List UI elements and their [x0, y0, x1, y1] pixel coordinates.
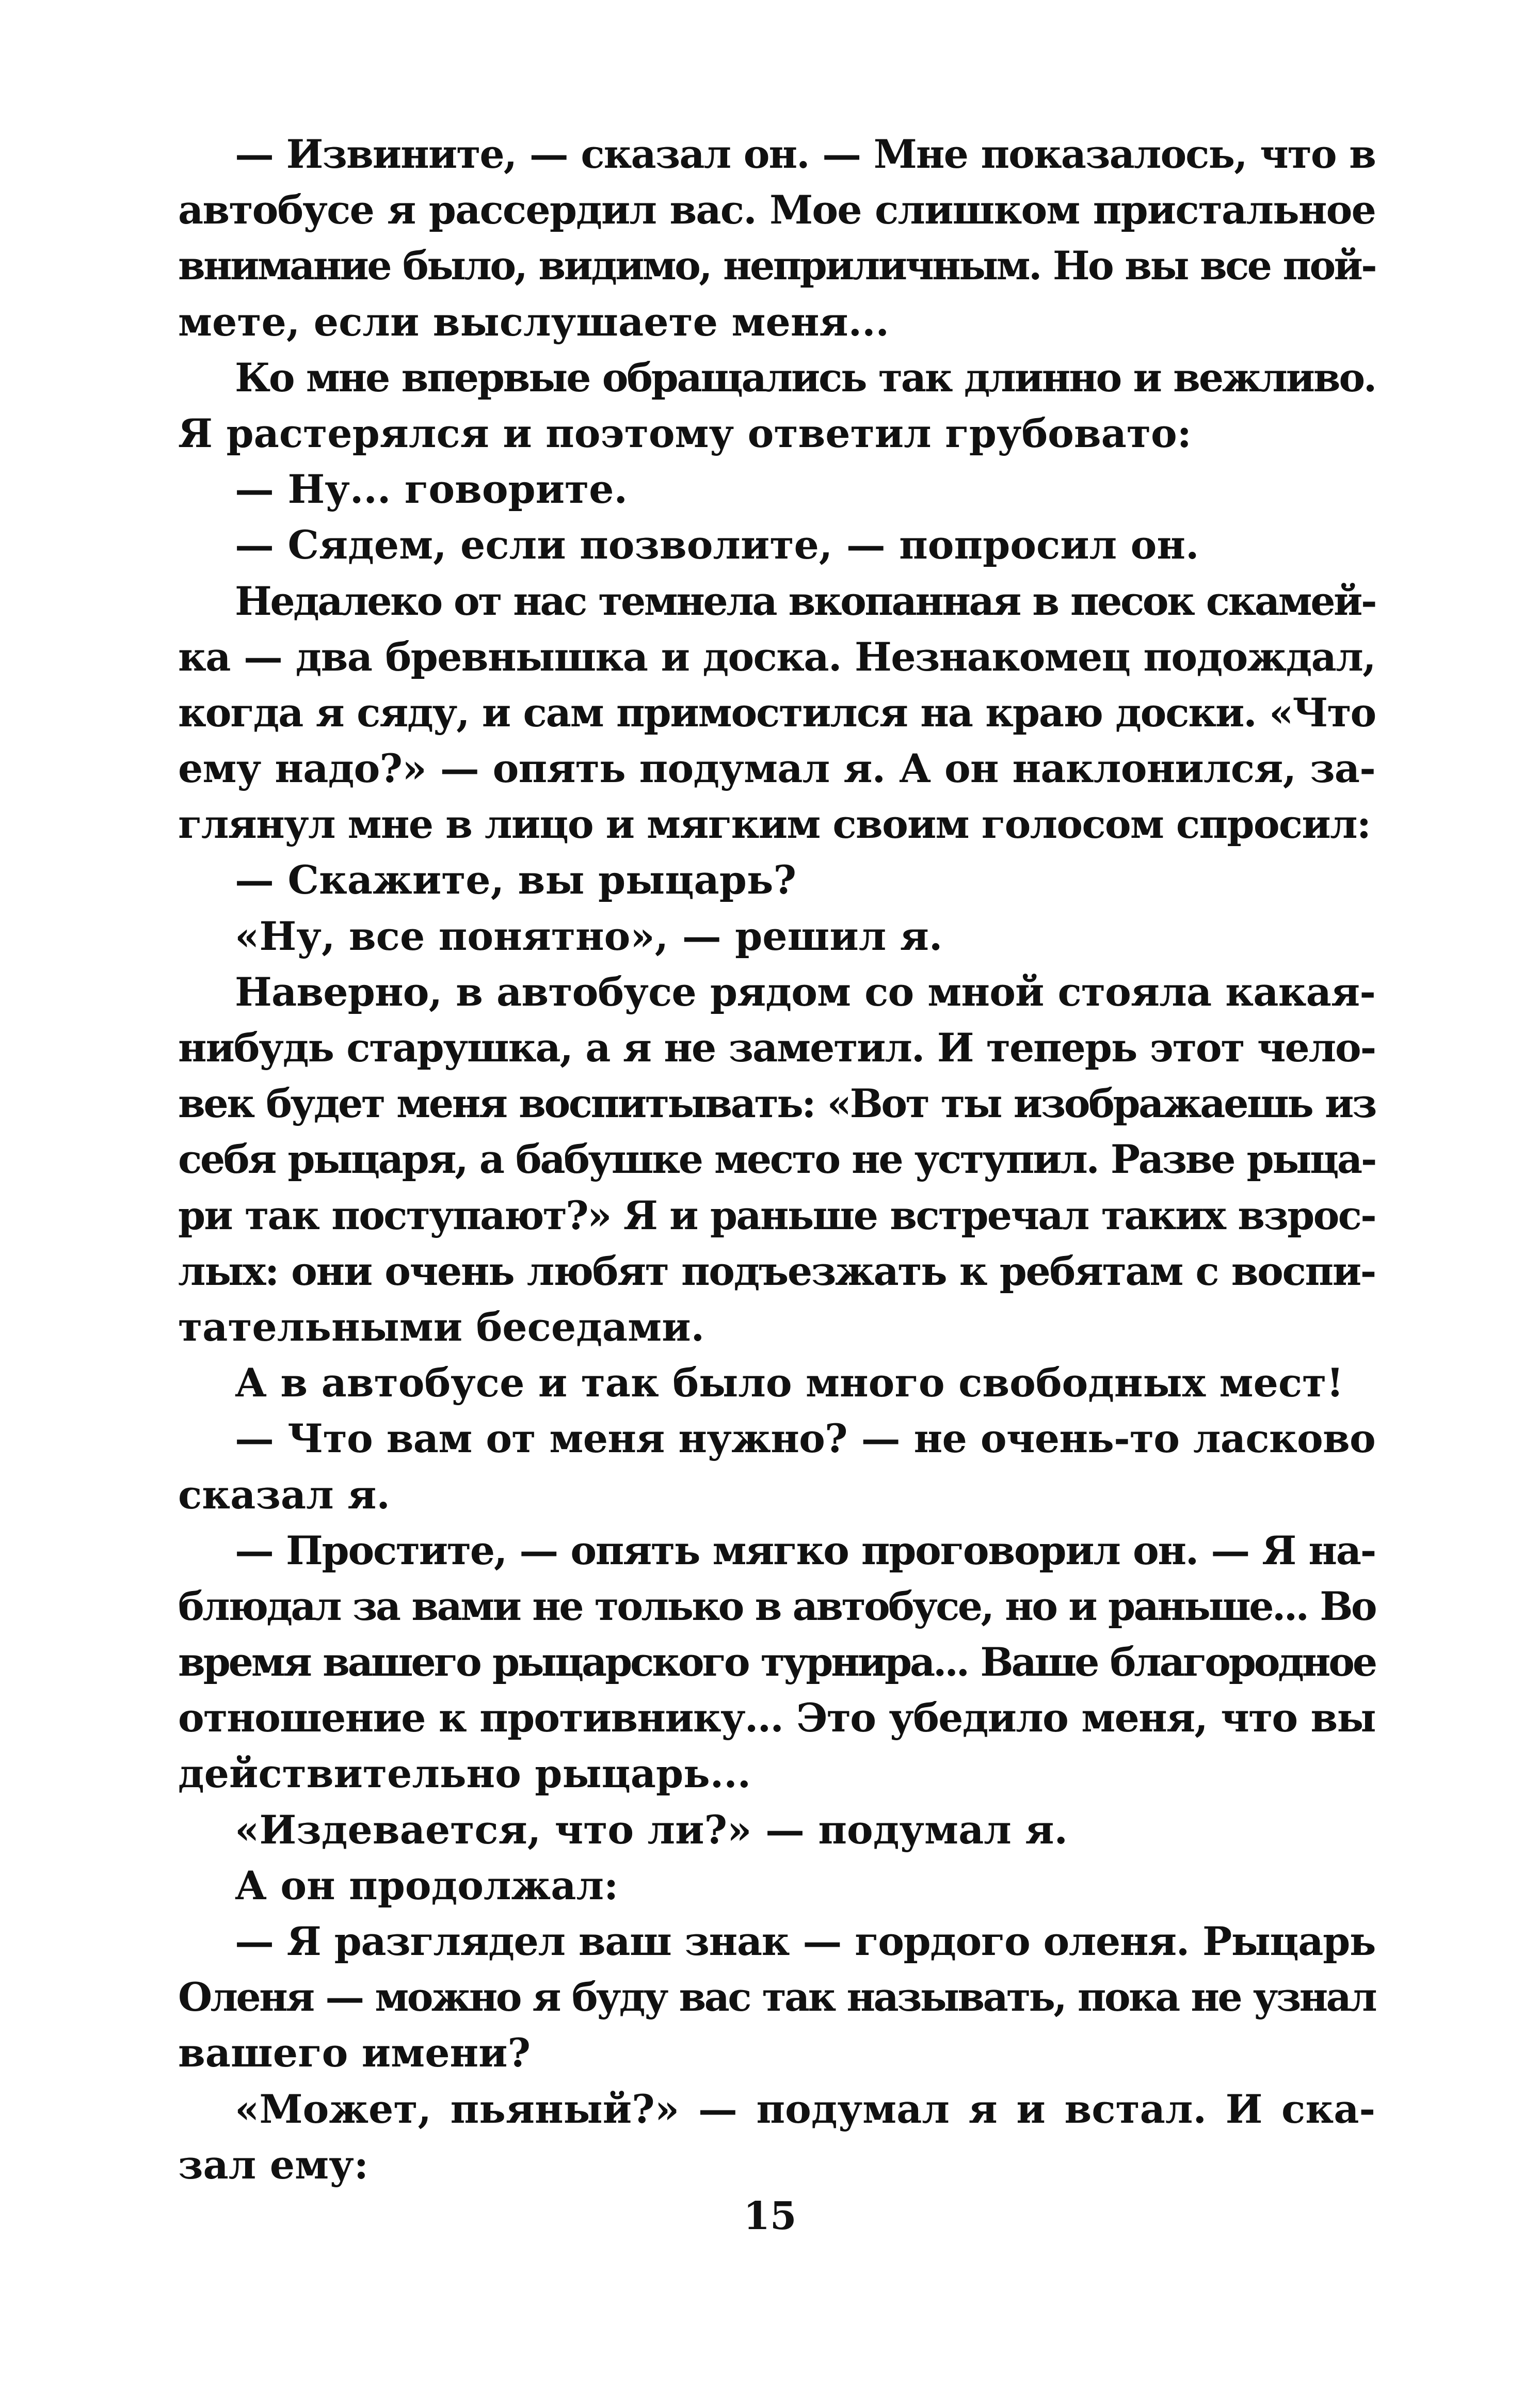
text-line: А в автобусе и так было много свободных мест! [235, 1360, 1344, 1406]
text-line: когда я сяду, и сам примостился на краю доски. «Что [178, 689, 1375, 736]
text-line: блюдал за вами не только в автобусе, но и раньше... Во [178, 1583, 1375, 1629]
text-line: Я растерялся и поэтому ответил грубовато: [178, 410, 1192, 456]
text-line: отношение к противнику... Это убедило меня, что вы [178, 1695, 1375, 1741]
text-line: — Извините, — сказал он. — Мне показалось, что в [235, 131, 1375, 177]
text-line: А он продолжал: [235, 1862, 619, 1909]
text-line: тательными беседами. [178, 1303, 705, 1350]
text-line: — Я разглядел ваш знак — гордого оленя. Рыцарь [235, 1918, 1375, 1964]
text-line: — Что вам от меня нужно? — не очень-то ласково [235, 1416, 1375, 1462]
text-line: лых: они очень любят подъезжать к ребятам с воспи- [178, 1248, 1375, 1294]
text-line: «Может, пьяный?» — подумал я и встал. И ска- [235, 2086, 1375, 2132]
text-line: «Ну, все понятно», — решил я. [235, 913, 943, 959]
text-line: — Сядем, если позволите, — попросил он. [235, 522, 1199, 568]
text-line: мете, если выслушаете меня... [178, 298, 889, 345]
text-line: Оленя — можно я буду вас так называть, пока не узнал [178, 1974, 1375, 2021]
text-line: ему надо?» — опять подумал я. А он наклонился, за- [178, 745, 1375, 792]
text-line: действительно рыцарь... [178, 1751, 751, 1797]
text-line: Недалеко от нас темнела вкопанная в песок скамей- [235, 578, 1375, 624]
text-line: нибудь старушка, а я не заметил. И теперь этот чело- [178, 1025, 1375, 1071]
text-line: сказал я. [178, 1471, 390, 1518]
page-number: 15 [743, 2194, 797, 2238]
text-line: автобусе я рассердил вас. Мое слишком пристальное [178, 187, 1375, 233]
text-line: вашего имени? [178, 2030, 531, 2076]
text-line: век будет меня воспитывать: «Вот ты изображаешь из [178, 1080, 1375, 1127]
body-text [178, 126, 1375, 2193]
text-line: себя рыцаря, а бабушке место не уступил. Разве рыца- [178, 1136, 1375, 1183]
text-line: — Ну... говорите. [235, 466, 628, 513]
text-line: глянул мне в лицо и мягким своим голосом спросил: [178, 801, 1371, 848]
text-line: — Скажите, вы рыцарь? [235, 857, 796, 903]
text-line: Ко мне впервые обращались так длинно и вежливо. [235, 354, 1375, 401]
text-line: время вашего рыцарского турнира... Ваше благородное [178, 1639, 1375, 1686]
text-line: «Издевается, что ли?» — подумал я. [235, 1806, 1068, 1853]
text-line: — Простите, — опять мягко проговорил он. — Я на- [235, 1527, 1375, 1573]
text-line: зал ему: [178, 2141, 368, 2188]
text-line: внимание было, видимо, неприличным. Но вы все пой- [178, 243, 1375, 289]
text-line: ри так поступают?» Я и раньше встречал таких взрос- [178, 1192, 1375, 1238]
text-line: ка — два бревнышка и доска. Незнакомец подождал, [178, 633, 1375, 680]
text-line: Наверно, в автобусе рядом со мной стояла какая- [235, 968, 1375, 1015]
